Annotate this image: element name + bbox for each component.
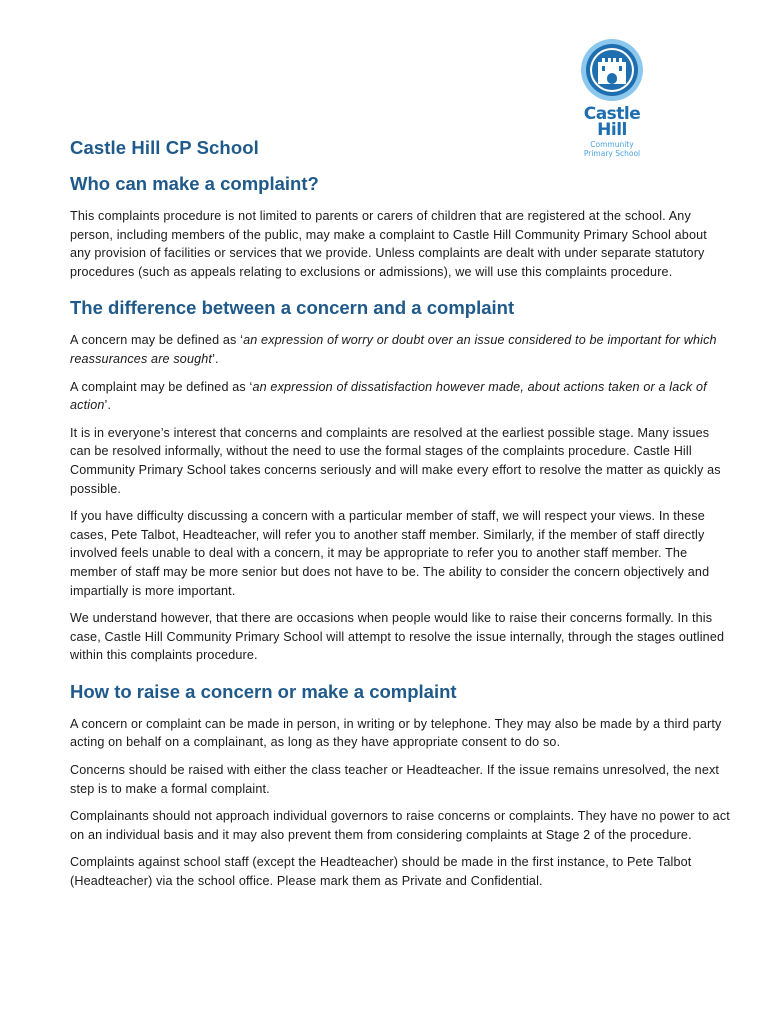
difference-paragraph-5: We understand however, that there are occasions when people would like to raise their concerns formally. In this case, Castle Hill Community Primary School will attempt to resolve the issue internally, through the stages outlined within this complaints procedure. [70, 611, 725, 663]
heading-who-can-complain: Who can make a complaint? [70, 173, 319, 194]
heading-how-to-raise: How to raise a concern or make a complaint [70, 680, 457, 702]
heading-concern-vs-complaint: The difference between a concern and a complaint [70, 297, 515, 319]
concern-quote: an expression of worry or doubt over an issue considered to be important for which reassurances are sought [70, 333, 717, 366]
concern-suffix: ’. [212, 351, 219, 366]
concern-prefix: A concern may be defined as ‘ [70, 333, 244, 348]
how-paragraph-4: Complaints against school staff (except the Headteacher) should be made in the first instance, to Pete Talbot (Headteacher) via the school office. Please mark them as Private and Confidential. [70, 855, 692, 889]
how-paragraph-3: Complainants should not approach individual governors to raise concerns or complaints. They have no power to act on an individual basis and it may also prevent them from considering complaints at Stage 2 of the procedure. [70, 809, 730, 842]
logo-sub-line2: Primary School [583, 149, 641, 158]
document-body [70, 137, 730, 891]
school-title: Castle Hill CP School [70, 137, 259, 158]
how-paragraph-1: A concern or complaint can be made in person, in writing or by telephone. They may also be made by a third party acting on behalf on a complainant, as long as they have appropriate consent to do so. [70, 716, 722, 750]
who-paragraph-1: This complaints procedure is not limited to parents or carers of children that are registered at the school. Any person, including members of the public, may make a complaint to Castle Hill Community Primary School about any provision of facilities or services that we provide. Unless complaints are dealt with under separate statutory procedures (such as appeals relating to exclusions or admissions), we will use this complaints procedure. [70, 209, 707, 279]
castle-crest-icon [580, 38, 644, 102]
logo-name-line1: Castle [583, 104, 641, 124]
difference-paragraph-4: If you have difficulty discussing a concern with a particular member of staff, we will respect your views. In these cases, Pete Talbot, Headteacher, will refer you to another staff member. Similarly, if the member of staff directly involved feels unable to deal with a concern, it may be appropriate to refer you to another staff member. The member of staff may be more senior but does not have to be. The ability to consider the concern objectively and impartially is more important. [70, 509, 710, 598]
complaint-definition [70, 378, 730, 415]
complaint-quote: an expression of dissatisfaction however made, about actions taken or a lack of action [70, 379, 707, 413]
difference-paragraph-3: It is in everyone’s interest that concerns and complaints are resolved at the earliest possible stage. Many issues can be resolved informally, without the need to use the formal stages of the complaints procedure. Castle Hill Community Primary School takes concerns seriously and will make every effort to resolve the matter as quickly as possible. [70, 425, 721, 496]
how-paragraph-2: Concerns should be raised with either the class teacher or Headteacher. If the issue remains unresolved, the next step is to make a formal complaint. [70, 763, 720, 796]
concern-definition [70, 331, 730, 368]
logo-name-line2: Hill [597, 120, 627, 140]
complaint-suffix: ’. [104, 398, 112, 413]
logo-sub-line1: Community [590, 140, 634, 149]
complaint-prefix: A complaint may be defined as ‘ [70, 379, 253, 394]
